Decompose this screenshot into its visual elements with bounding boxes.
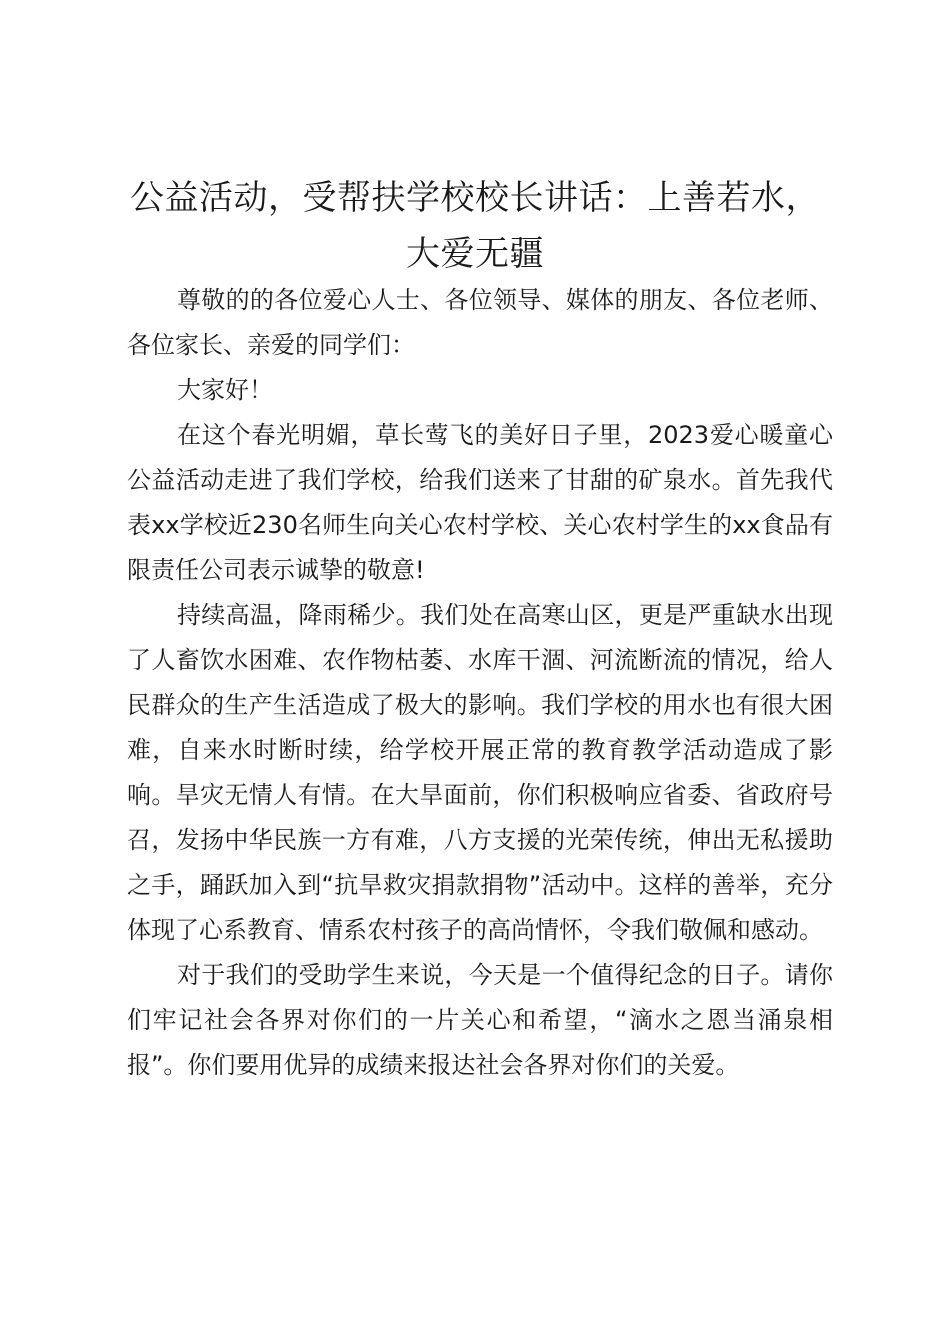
paragraph-students: 对于我们的受助学生来说，今天是一个值得纪念的日子。请你们牢记社会各界对你们的一片关心和希望，“滴水之恩当涌泉相报”。你们要用优异的成绩来报达社会各界对你们的关爱。 — [127, 961, 833, 1079]
paragraph-thanks: 在这个春光明媚，草长莺飞的美好日子里，2023爱心暖童心公益活动走进了我们学校，给我们送来了甘甜的矿泉水。首先我代表xx学校近230名师生向关心农村学校、关心农村学生的xx食品有限责任公司表示诚挚的敬意! — [127, 421, 833, 584]
document-body — [127, 278, 833, 1088]
paragraph-greeting: 大家好！ — [177, 376, 273, 404]
paragraph-salutation: 尊敬的的各位爱心人士、各位领导、媒体的朋友、各位老师、各位家长、亲爱的同学们： — [127, 286, 833, 359]
paragraph-drought: 持续高温，降雨稀少。我们处在高寒山区，更是严重缺水出现了人畜饮水困难、农作物枯萎、水库干涸、河流断流的情况，给人民群众的生产生活造成了极大的影响。我们学校的用水也有很大困难，自来水时断时续，给学校开展正常的教育教学活动造成了影响。旱灾无情人有情。在大旱面前，你们积极响应省委、省政府号召，发扬中华民族一方有难，八方支援的光荣传统，伸出无私援助之手，踊跃加入到“抗旱救灾捐款捐物”活动中。这样的善举，充分体现了心系教育、情系农村孩子的高尚情怀，令我们敬佩和感动。 — [127, 601, 833, 944]
document-title: 公益活动，受帮扶学校校长讲话：上善若水，大爱无疆 — [130, 178, 820, 274]
